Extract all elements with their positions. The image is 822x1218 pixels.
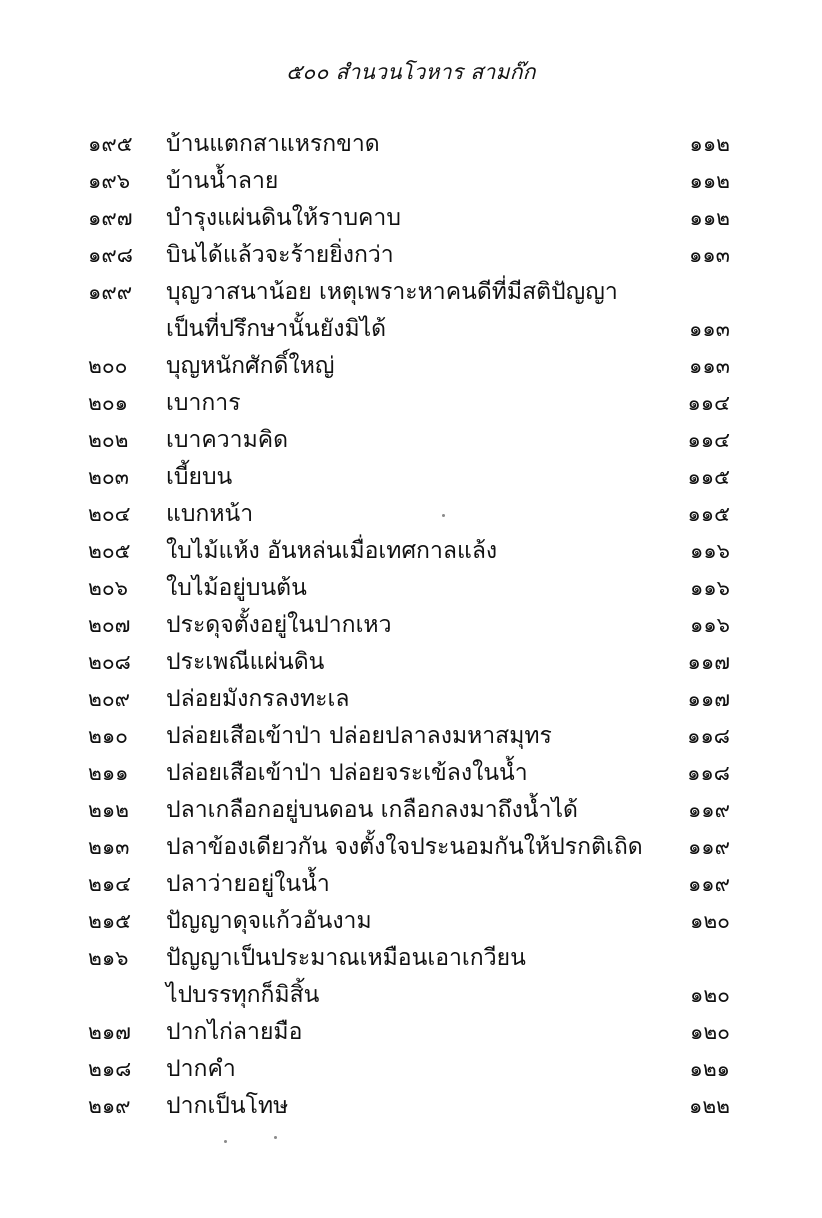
toc-entry-line — [0, 681, 822, 718]
entry-title: บำรุงแผ่นดินให้ราบคาบ — [166, 205, 401, 231]
entry-number: ๒๐๙ — [88, 687, 131, 711]
entry-number: ๒๐๘ — [88, 650, 131, 674]
entry-number: ๑๙๙ — [88, 280, 133, 304]
toc-entry-line — [0, 533, 822, 570]
entry-page-number: ๑๑๗ — [687, 687, 730, 711]
toc-entry — [0, 792, 822, 829]
entry-title: ปลาว่ายอยู่ในน้ำ — [166, 871, 330, 897]
entry-number: ๒๑๒ — [88, 798, 130, 822]
toc-entry — [0, 1051, 822, 1088]
toc-entry — [0, 570, 822, 607]
entry-title: ประดุจตั้งอยู่ในปากเหว — [166, 612, 392, 638]
entry-page-number: ๑๒๑ — [689, 1057, 730, 1081]
entry-title: ปล่อยมังกรลงทะเล — [166, 686, 350, 712]
toc-entry — [0, 459, 822, 496]
entry-page-number: ๑๑๓ — [688, 317, 730, 341]
toc-entry-line — [0, 200, 822, 237]
toc-entry-line — [0, 163, 822, 200]
toc-entry-line — [0, 570, 822, 607]
entry-number: ๑๙๘ — [88, 243, 133, 267]
entry-number: ๒๐๓ — [88, 465, 130, 489]
entry-title: บุญวาสนาน้อย เหตุเพราะหาคนดีที่มีสติปัญญา — [166, 279, 618, 305]
entry-page-number: ๑๑๙ — [687, 872, 730, 896]
entry-number: ๒๐๑ — [88, 391, 128, 415]
toc-entry — [0, 718, 822, 755]
entry-title: บุญหนักศักดิ์ใหญ่ — [166, 353, 335, 379]
toc-entry-line — [0, 496, 822, 533]
entry-title: เป็นที่ปรึกษานั้นยังมิได้ — [166, 316, 387, 342]
toc-entry-line — [0, 126, 822, 163]
print-speck — [274, 1136, 277, 1139]
toc-entry — [0, 163, 822, 200]
toc-entry — [0, 1088, 822, 1125]
entry-page-number: ๑๑๒ — [689, 206, 730, 230]
toc-entry — [0, 422, 822, 459]
entry-number: ๒๐๒ — [88, 428, 129, 452]
entry-page-number: ๑๑๒ — [689, 132, 730, 156]
entry-title: ปากเป็นโทษ — [166, 1093, 289, 1119]
entry-number: ๒๑๗ — [88, 1020, 131, 1044]
toc-entry-line — [0, 385, 822, 422]
entry-number: ๒๐๗ — [88, 613, 131, 637]
toc-entry — [0, 903, 822, 940]
table-of-contents — [0, 126, 822, 1125]
entry-title: เบี้ยบน — [166, 464, 233, 490]
entry-page-number: ๑๑๖ — [690, 539, 730, 563]
toc-entry — [0, 866, 822, 903]
print-speck — [442, 514, 445, 517]
toc-entry — [0, 533, 822, 570]
toc-entry-line — [0, 237, 822, 274]
entry-number: ๒๑๖ — [88, 946, 129, 970]
toc-entry — [0, 126, 822, 163]
entry-title: เบาความคิด — [166, 427, 289, 453]
entry-number: ๒๑๐ — [88, 724, 128, 748]
toc-entry — [0, 237, 822, 274]
toc-entry-line — [0, 1088, 822, 1125]
entry-title: ปัญญาเป็นประมาณเหมือนเอาเกวียน — [166, 945, 526, 971]
toc-entry-line — [0, 311, 822, 348]
entry-number: ๑๙๗ — [88, 206, 133, 230]
entry-title: บินได้แล้วจะร้ายยิ่งกว่า — [166, 242, 394, 268]
entry-title: ใบไม้อยู่บนต้น — [166, 575, 307, 601]
entry-page-number: ๑๑๙ — [687, 835, 730, 859]
entry-page-number: ๑๑๓ — [688, 243, 730, 267]
entry-title: ปากคำ — [166, 1056, 236, 1082]
entry-title: แบกหน้า — [166, 501, 254, 527]
entry-number: ๒๑๔ — [88, 872, 132, 896]
entry-title: ปัญญาดุจแก้วอันงาม — [166, 908, 372, 934]
toc-entry — [0, 496, 822, 533]
toc-entry — [0, 274, 822, 348]
entry-title: ปากไก่ลายมือ — [166, 1019, 303, 1045]
toc-entry-line — [0, 866, 822, 903]
page-header: ๕๐๐ สำนวนโวหาร สามก๊ก — [286, 60, 536, 84]
entry-page-number: ๑๑๖ — [690, 576, 730, 600]
toc-entry-line — [0, 607, 822, 644]
toc-entry — [0, 348, 822, 385]
entry-title: ปลาเกลือกอยู่บนดอน เกลือกลงมาถึงน้ำได้ — [166, 797, 578, 823]
entry-page-number: ๑๑๔ — [687, 428, 730, 452]
entry-number: ๒๐๐ — [88, 354, 128, 378]
entry-page-number: ๑๒๒ — [688, 1094, 730, 1118]
toc-entry-line — [0, 755, 822, 792]
entry-number: ๑๙๖ — [88, 169, 131, 193]
toc-entry — [0, 200, 822, 237]
entry-page-number: ๑๑๓ — [688, 354, 730, 378]
entry-number: ๒๐๕ — [88, 539, 131, 563]
toc-entry-line — [0, 644, 822, 681]
entry-page-number: ๑๑๕ — [687, 502, 730, 526]
entry-page-number: ๑๑๘ — [687, 724, 730, 748]
toc-entry-line — [0, 977, 822, 1014]
entry-title: ปล่อยเสือเข้าป่า ปล่อยปลาลงมหาสมุทร — [166, 723, 552, 749]
entry-page-number: ๑๒๐ — [690, 909, 730, 933]
entry-page-number: ๑๒๐ — [690, 983, 730, 1007]
entry-title: บ้านน้ำลาย — [166, 168, 279, 194]
toc-entry — [0, 607, 822, 644]
entry-title: ปลาข้องเดียวกัน จงตั้งใจประนอมกันให้ปรกติเถิด — [166, 834, 643, 860]
entry-page-number: ๑๑๕ — [687, 465, 730, 489]
entry-number: ๒๐๖ — [88, 576, 128, 600]
print-speck — [224, 1140, 227, 1143]
entry-number: ๑๙๕ — [88, 132, 133, 156]
toc-entry-line — [0, 348, 822, 385]
entry-title: ประเพณีแผ่นดิน — [166, 649, 325, 675]
toc-entry-line — [0, 422, 822, 459]
entry-number: ๒๐๔ — [88, 502, 131, 526]
toc-entry-line — [0, 274, 822, 311]
entry-title: บ้านแตกสาแหรกขาด — [166, 131, 380, 157]
entry-number: ๒๑๘ — [88, 1057, 132, 1081]
toc-entry-line — [0, 940, 822, 977]
toc-entry-line — [0, 1014, 822, 1051]
toc-entry — [0, 644, 822, 681]
entry-title: ไปบรรทุกก็มิสิ้น — [166, 982, 320, 1008]
entry-number: ๒๑๓ — [88, 835, 130, 859]
toc-entry-line — [0, 1051, 822, 1088]
entry-title: เบาการ — [166, 390, 241, 416]
toc-entry — [0, 385, 822, 422]
entry-page-number: ๑๑๗ — [687, 650, 730, 674]
entry-page-number: ๑๒๐ — [690, 1020, 730, 1044]
toc-entry-line — [0, 792, 822, 829]
toc-entry-line — [0, 829, 822, 866]
toc-entry-line — [0, 903, 822, 940]
entry-title: ปล่อยเสือเข้าป่า ปล่อยจระเข้ลงในน้ำ — [166, 760, 528, 786]
toc-entry-line — [0, 459, 822, 496]
entry-page-number: ๑๑๔ — [687, 391, 730, 415]
entry-title: ใบไม้แห้ง อันหล่นเมื่อเทศกาลแล้ง — [166, 538, 498, 564]
toc-entry — [0, 1014, 822, 1051]
entry-page-number: ๑๑๒ — [689, 169, 730, 193]
entry-number: ๒๑๑ — [88, 761, 129, 785]
toc-entry — [0, 829, 822, 866]
entry-number: ๒๑๙ — [88, 1094, 131, 1118]
toc-entry — [0, 755, 822, 792]
entry-page-number: ๑๑๘ — [687, 761, 730, 785]
entry-page-number: ๑๑๖ — [690, 613, 730, 637]
toc-entry — [0, 681, 822, 718]
toc-entry-line — [0, 718, 822, 755]
entry-page-number: ๑๑๙ — [687, 798, 730, 822]
entry-number: ๒๑๕ — [88, 909, 132, 933]
toc-entry — [0, 940, 822, 1014]
